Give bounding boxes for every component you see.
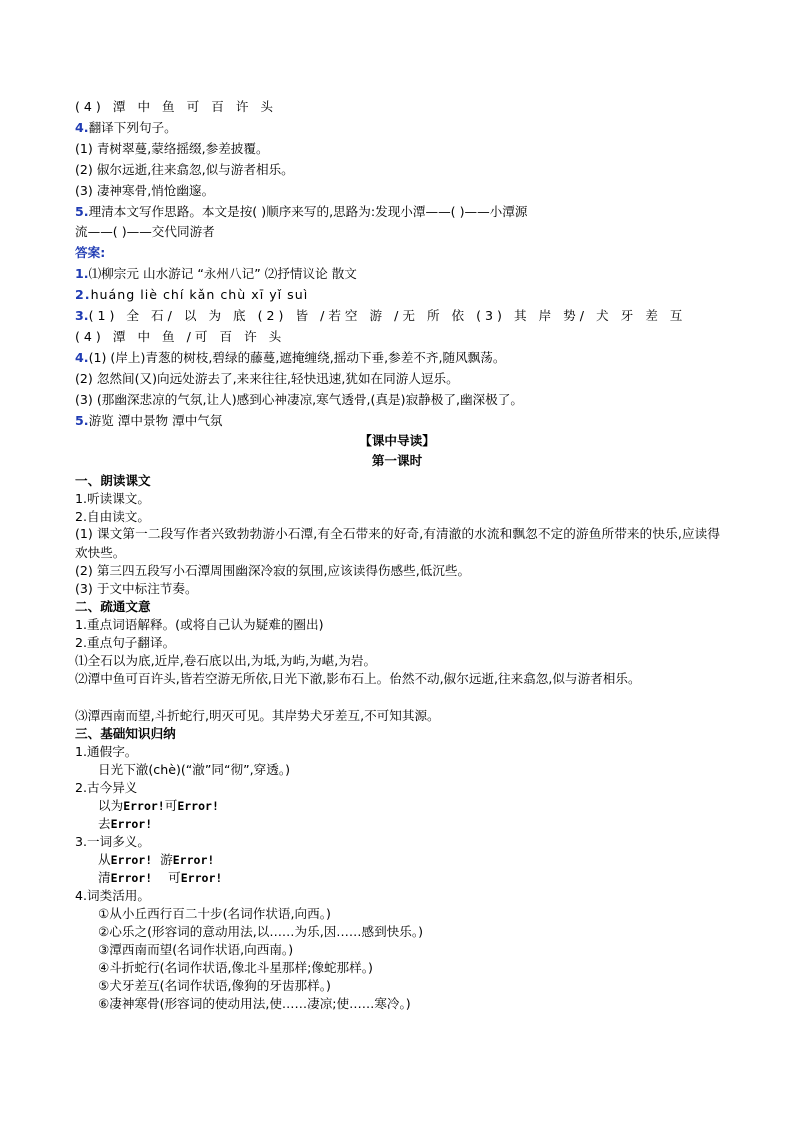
gujin-example-2: [98, 814, 748, 834]
word-class-example-1: ①从小丘西行百二十步(名词作状语,向西。): [98, 906, 331, 921]
sentence-3: ⑶潭西南而望,斗折蛇行,明灭可见。其岸势犬牙差互,不可知其源。: [75, 708, 440, 723]
question-4-heading: [75, 118, 725, 137]
question-4-item-2: (2) 俶尔远逝,往来翕忽,似与游者相乐。: [75, 162, 294, 177]
word-class-example-5: ⑤犬牙差互(名词作状语,像狗的牙齿那样。): [98, 978, 331, 993]
gujin-example-1: [98, 796, 748, 816]
read-item-2-2: (2) 第三四五段写小石潭周围幽深冷寂的氛围,应该读得伤感些,低沉些。: [75, 563, 471, 578]
read-item-2-1: (1) 课文第一二段写作者兴致勃勃游小石潭,有全石带来的好奇,有清澈的水流和飘忽不定的游鱼所带来的快乐,应读得欢快些。: [75, 526, 720, 560]
word-text: 从: [98, 852, 111, 867]
answer-text: (1) (岸上)青葱的树枝,碧绿的藤蔓,遮掩缠绕,摇动下垂,参差不齐,随风飘荡。: [88, 350, 506, 365]
question-number: 4.: [75, 120, 89, 135]
word-class-example-4: ④斗折蛇行(名词作状语,像北斗星那样;像蛇那样。): [98, 960, 373, 975]
question-text: 理清本文写作思路。本文是按( )顺序来写的,思路为:发现小潭——( )——小潭源: [88, 204, 528, 219]
answer-number: 2.: [75, 287, 91, 302]
answer-label: 答案:: [75, 245, 106, 260]
polysemy-example-2: [98, 868, 748, 888]
heading-read-aloud: 一、朗读课文: [75, 473, 151, 488]
answer-number: 4.: [75, 350, 89, 365]
word-class-example-6: ⑥凄神寒骨(形容词的使动用法,使……凄凉;使……寒冷。): [98, 996, 411, 1011]
heading-understanding: 二、疏通文意: [75, 599, 151, 614]
answer-text: (1) 全 石/ 以 为 底 (2) 皆 /若空 游 /无 所 依 (3) 其 岸 势/ 犬 牙 差 互: [88, 308, 687, 323]
read-item-1: 1.听读课文。: [75, 491, 150, 506]
answer-3-item-4: (4) 潭 中 鱼 /可 百 许 头: [75, 329, 286, 344]
answer-number: 1.: [75, 266, 89, 281]
answer-4-item-3: (3) (那幽深悲凉的气氛,让人)感到心神凄凉,寒气透骨,(真是)寂静极了,幽深极了。: [75, 392, 523, 407]
read-item-2-3: (3) 于文中标注节奏。: [75, 581, 198, 596]
tongjia-example: 日光下澈(chè)(“澈”同“彻”,穿透。): [98, 762, 291, 777]
answer-4-item-1: [75, 348, 725, 367]
word-text: 游: [152, 852, 173, 867]
section-title: 【课中导读】: [359, 433, 435, 448]
word-text: 去: [98, 816, 111, 831]
answer-4-item-2: (2) 忽然间(又)向远处游去了,来来往往,轻快迅速,犹如在同游人逗乐。: [75, 371, 459, 386]
question-5-line-2: 流——( )——交代同游者: [75, 224, 215, 239]
knowledge-item-3: 3.一词多义。: [75, 834, 150, 849]
question-number: 5.: [75, 204, 89, 219]
answer-2: [75, 285, 725, 304]
error-field: Error!: [110, 871, 153, 885]
question-4-item-4: (4) 潭 中 鱼 可 百 许 头: [75, 99, 278, 114]
answer-5: [75, 411, 725, 430]
sentence-1: ⑴全石以为底,近岸,卷石底以出,为坻,为屿,为嵁,为岩。: [75, 653, 377, 668]
answer-text: ⑴柳宗元 山水游记 “永州八记” ⑵抒情议论 散文: [88, 266, 357, 281]
answer-text: 游览 潭中景物 潭中气氛: [88, 413, 223, 428]
error-field: Error!: [172, 853, 215, 867]
answer-number: 3.: [75, 308, 89, 323]
word-text: 以为: [98, 798, 124, 813]
knowledge-item-4: 4.词类活用。: [75, 888, 150, 903]
word-text: 可: [164, 798, 178, 813]
question-text: 翻译下列句子。: [88, 120, 177, 135]
lesson-title: 第一课时: [371, 453, 423, 468]
understanding-item-2: 2.重点句子翻译。: [75, 635, 176, 650]
word-class-example-2: ②心乐之(形容词的意动用法,以……为乐,因……感到快乐。): [98, 924, 424, 939]
answer-3: [75, 306, 725, 325]
sentence-2: ⑵潭中鱼可百许头,皆若空游无所依,日光下澈,影布石上。佁然不动,俶尔远逝,往来翕忽,似与游者相乐。: [75, 671, 641, 686]
answer-text: huáng liè chí kǎn chù xī yǐ suì: [90, 287, 309, 302]
knowledge-item-1: 1.通假字。: [75, 744, 138, 759]
word-class-example-3: ③潭西南而望(名词作状语,向西南。): [98, 942, 294, 957]
error-field: Error!: [110, 817, 153, 831]
error-field: Error!: [110, 853, 153, 867]
polysemy-example-1: [98, 850, 748, 870]
word-text: 清: [98, 870, 111, 885]
word-text: 可: [152, 870, 181, 885]
error-field: Error!: [123, 799, 165, 813]
understanding-item-1: 1.重点词语解释。(或将自己认为疑难的圈出): [75, 617, 324, 632]
question-5-line-1: [75, 202, 725, 221]
knowledge-item-2: 2.古今异义: [75, 780, 138, 795]
answer-number: 5.: [75, 413, 89, 428]
question-4-item-3: (3) 凄神寒骨,悄怆幽邃。: [75, 183, 215, 198]
heading-knowledge: 三、基础知识归纳: [75, 726, 176, 741]
read-item-2: 2.自由读文。: [75, 509, 150, 524]
error-field: Error!: [180, 871, 223, 885]
answer-1: [75, 264, 725, 283]
error-field: Error!: [177, 799, 219, 813]
question-4-item-1: (1) 青树翠蔓,蒙络摇缀,参差披覆。: [75, 141, 269, 156]
